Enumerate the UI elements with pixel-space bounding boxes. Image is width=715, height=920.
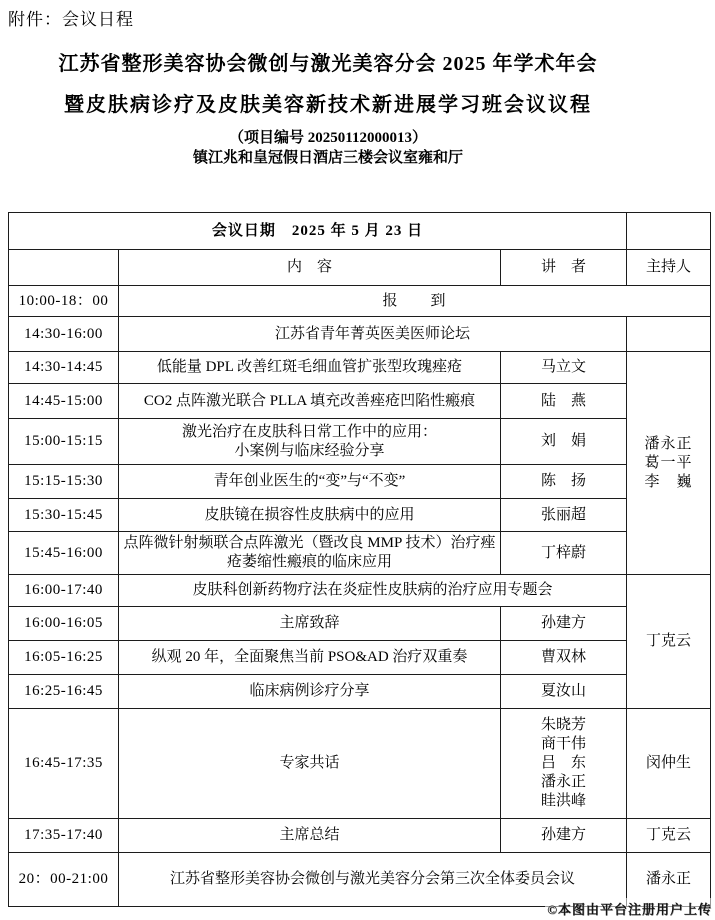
speaker-cell: 陈 扬 bbox=[501, 465, 627, 499]
content-cell bbox=[119, 419, 501, 465]
speaker-cell bbox=[501, 709, 627, 819]
table-row bbox=[9, 352, 711, 384]
document-header bbox=[0, 50, 656, 168]
content-line: 小案例与临床经验分享 bbox=[234, 442, 385, 459]
time-cell: 15:30-15:45 bbox=[9, 499, 119, 532]
table-row bbox=[9, 709, 711, 819]
speaker-cell: 孙建方 bbox=[501, 607, 627, 641]
content-cell: 低能量 DPL 改善红斑毛细血管扩张型玫瑰痤疮 bbox=[119, 352, 501, 384]
table-row bbox=[9, 317, 711, 352]
table-row bbox=[9, 465, 711, 499]
table-row bbox=[9, 384, 711, 419]
moderator-cell: 闵仲生 bbox=[627, 709, 711, 819]
speaker-name: 商干伟 bbox=[540, 736, 586, 752]
time-cell: 20：00-21:00 bbox=[9, 853, 119, 907]
time-cell: 15:15-15:30 bbox=[9, 465, 119, 499]
time-cell: 16:45-17:35 bbox=[9, 709, 119, 819]
content-cell: 主席致辞 bbox=[119, 607, 501, 641]
table-row bbox=[9, 641, 711, 675]
speaker-name: 眭洪峰 bbox=[540, 793, 586, 809]
time-cell: 16:05-16:25 bbox=[9, 641, 119, 675]
moderator-name: 李 巍 bbox=[644, 473, 693, 490]
time-cell: 14:30-14:45 bbox=[9, 352, 119, 384]
time-column-header bbox=[9, 250, 119, 286]
table-row bbox=[9, 532, 711, 575]
table-row bbox=[9, 819, 711, 853]
content-cell: 纵观 20 年，全面聚焦当前 PSO&AD 治疗双重奏 bbox=[119, 641, 501, 675]
table-row bbox=[9, 499, 711, 532]
speaker-name: 潘永正 bbox=[540, 774, 586, 790]
platform-watermark: ©本图由平台注册用户上传 bbox=[545, 898, 714, 919]
speaker-cell: 陆 燕 bbox=[501, 384, 627, 419]
speaker-column-header: 讲 者 bbox=[501, 250, 627, 286]
content-cell: 江苏省青年菁英医美医师论坛 bbox=[119, 317, 627, 352]
content-cell: 主席总结 bbox=[119, 819, 501, 853]
moderator-column-header: 主持人 bbox=[627, 250, 711, 286]
content-cell: 临床病例诊疗分享 bbox=[119, 675, 501, 709]
content-cell: 点阵微针射频联合点阵激光（暨改良 MMP 技术）治疗痤疮萎缩性瘢痕的临床应用 bbox=[119, 532, 501, 575]
speaker-cell: 张丽超 bbox=[501, 499, 627, 532]
speaker-cell: 刘 娟 bbox=[501, 419, 627, 465]
time-cell: 17:35-17:40 bbox=[9, 819, 119, 853]
table-row bbox=[9, 419, 711, 465]
time-cell: 14:45-15:00 bbox=[9, 384, 119, 419]
speaker-cell: 夏汝山 bbox=[501, 675, 627, 709]
moderator-cell: 潘永正 bbox=[627, 853, 711, 907]
time-cell: 15:00-15:15 bbox=[9, 419, 119, 465]
table-row bbox=[9, 575, 711, 607]
project-number: （项目编号 20250112000013） bbox=[229, 130, 427, 146]
attachment-label: 附件：会议日程 bbox=[8, 10, 134, 29]
time-cell: 16:00-16:05 bbox=[9, 607, 119, 641]
table-row bbox=[9, 607, 711, 641]
moderator-name: 潘永正 bbox=[644, 435, 693, 452]
speaker-cell: 曹双林 bbox=[501, 641, 627, 675]
agenda-table bbox=[8, 212, 711, 907]
speaker-name: 朱晓芳 bbox=[540, 717, 586, 733]
venue-line: 镇江兆和皇冠假日酒店三楼会议室雍和厅 bbox=[192, 150, 463, 166]
time-cell: 15:45-16:00 bbox=[9, 532, 119, 575]
speaker-cell: 马立文 bbox=[501, 352, 627, 384]
content-cell: 皮肤镜在损容性皮肤病中的应用 bbox=[119, 499, 501, 532]
content-cell: 青年创业医生的“变”与“不变” bbox=[119, 465, 501, 499]
time-cell: 14:30-16:00 bbox=[9, 317, 119, 352]
time-cell: 10:00-18：00 bbox=[9, 286, 119, 317]
content-column-header: 内 容 bbox=[119, 250, 501, 286]
content-line: 激光治疗在皮肤科日常工作中的应用： bbox=[181, 423, 437, 440]
content-cell: CO2 点阵激光联合 PLLA 填充改善痤疮凹陷性瘢痕 bbox=[119, 384, 501, 419]
conference-title-line1: 江苏省整形美容协会微创与激光美容分会 2025 年学术年会 bbox=[58, 53, 598, 75]
time-cell: 16:00-17:40 bbox=[9, 575, 119, 607]
moderator-name: 葛一平 bbox=[644, 454, 693, 471]
content-cell: 江苏省整形美容协会微创与激光美容分会第三次全体委员会议 bbox=[119, 853, 627, 907]
moderator-cell bbox=[627, 317, 711, 352]
content-cell: 报 到 bbox=[119, 286, 711, 317]
table-row bbox=[9, 675, 711, 709]
date-row-moderator-cell bbox=[627, 213, 711, 250]
moderator-cell: 丁克云 bbox=[627, 575, 711, 709]
moderator-cell bbox=[627, 352, 711, 575]
content-cell: 皮肤科创新药物疗法在炎症性皮肤病的治疗应用专题会 bbox=[119, 575, 627, 607]
conference-title-line2: 暨皮肤病诊疗及皮肤美容新技术新进展学习班会议议程 bbox=[64, 94, 592, 116]
table-row bbox=[9, 286, 711, 317]
moderator-cell: 丁克云 bbox=[627, 819, 711, 853]
content-cell: 专家共话 bbox=[119, 709, 501, 819]
speaker-name: 吕 东 bbox=[540, 755, 586, 771]
speaker-cell: 孙建方 bbox=[501, 819, 627, 853]
time-cell: 16:25-16:45 bbox=[9, 675, 119, 709]
date-header-cell: 会议日期 2025 年 5 月 23 日 bbox=[9, 213, 627, 250]
speaker-cell: 丁梓蔚 bbox=[501, 532, 627, 575]
